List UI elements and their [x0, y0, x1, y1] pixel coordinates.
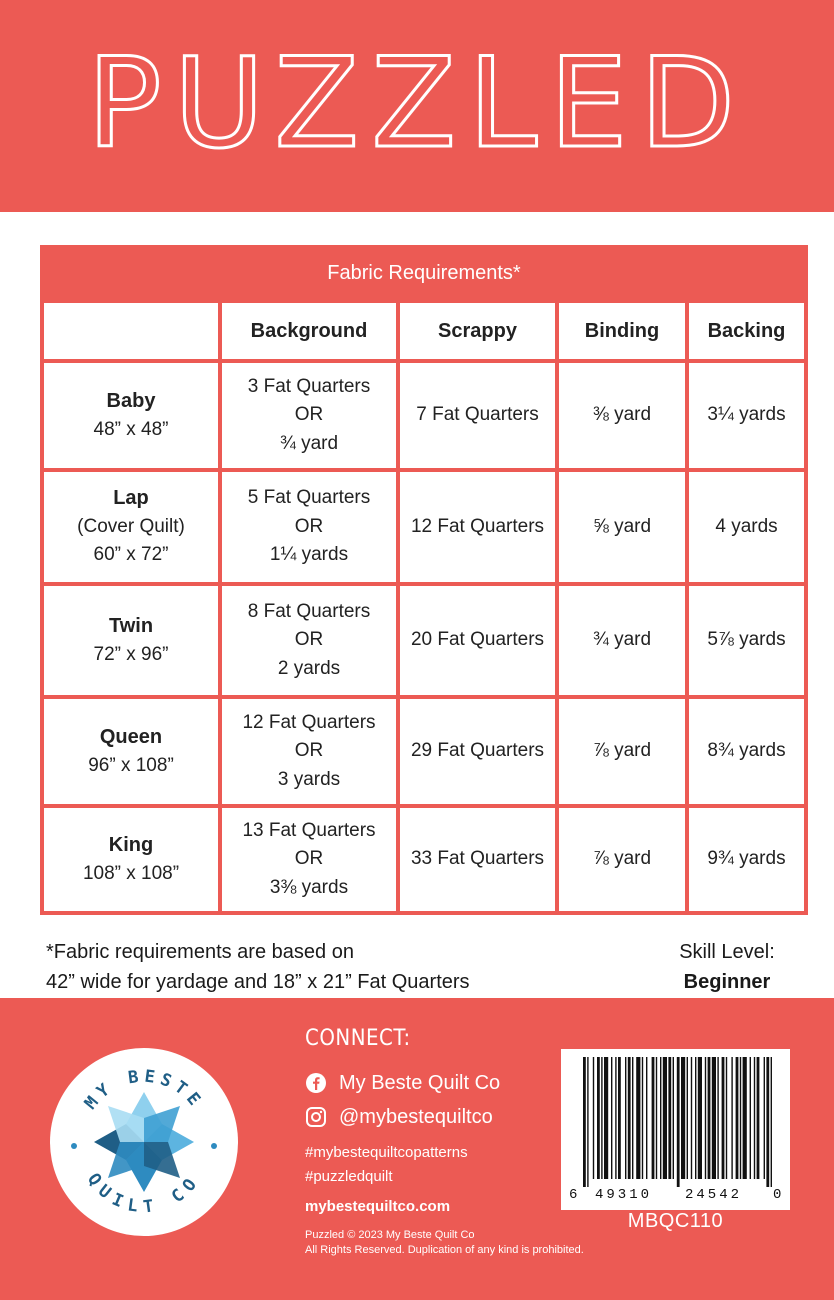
size-detail: 96” x 108” — [88, 754, 174, 776]
website-link[interactable]: mybestequiltco.com — [305, 1198, 451, 1215]
logo-text-top: MY BESTE — [80, 1066, 208, 1114]
size-cell-lap — [44, 472, 218, 582]
barcode-digit-first: 6 — [569, 1187, 578, 1203]
background-line: 3 Fat Quarters — [247, 375, 371, 397]
barcode-bar — [636, 1057, 640, 1179]
instagram-icon — [305, 1106, 327, 1128]
hashtag-list — [305, 1141, 468, 1189]
size-name: Twin — [108, 615, 154, 637]
facebook-link[interactable] — [305, 1070, 500, 1096]
star-icon — [94, 1092, 194, 1192]
barcode-bar — [656, 1057, 657, 1179]
logo-dot-left — [71, 1143, 77, 1149]
barcode-bar — [717, 1057, 718, 1179]
size-detail: 72” x 96” — [93, 643, 169, 665]
barcode-bar — [615, 1057, 616, 1179]
barcode-bar — [687, 1057, 688, 1179]
barcode-bar — [757, 1057, 760, 1179]
barcode-bars — [561, 1049, 790, 1210]
skill-level-label: Skill Level: — [679, 941, 775, 963]
barcode-bar — [743, 1057, 747, 1179]
fabric-footnote — [46, 937, 606, 997]
background-cell — [222, 808, 396, 911]
hashtag-pattern[interactable]: #puzzledquilt — [305, 1168, 393, 1185]
size-cell-king — [44, 808, 218, 911]
instagram-handle: @mybestequiltco — [339, 1106, 493, 1128]
barcode-bar — [663, 1057, 667, 1179]
facebook-handle: My Beste Quilt Co — [339, 1072, 501, 1094]
scrappy-cell: 12 Fat Quarters — [400, 472, 555, 582]
scrappy-cell: 29 Fat Quarters — [400, 699, 555, 804]
binding-cell: ⅜ yard — [559, 363, 685, 468]
background-line: OR — [294, 629, 324, 651]
connect-heading: CONNECT: — [305, 1026, 411, 1051]
fabric-requirements-table — [40, 245, 808, 915]
scrappy-cell: 7 Fat Quarters — [400, 363, 555, 468]
barcode-bar — [740, 1057, 741, 1179]
instagram-link[interactable] — [305, 1104, 493, 1130]
binding-cell: ¾ yard — [559, 586, 685, 695]
quilt-star-logo — [50, 1048, 238, 1236]
scrappy-cell: 20 Fat Quarters — [400, 586, 555, 695]
barcode-digits-left: 49310 — [595, 1187, 653, 1203]
backing-cell: 3¼ yards — [689, 363, 804, 468]
barcode-bar — [583, 1057, 586, 1187]
barcode-bar — [722, 1057, 725, 1179]
background-line: 3 yards — [277, 768, 341, 790]
logo-dot-right — [211, 1143, 217, 1149]
pattern-title: PUZZLED — [86, 32, 748, 176]
barcode-bar — [642, 1057, 643, 1179]
background-line: 13 Fat Quarters — [242, 819, 376, 841]
background-line: OR — [294, 740, 324, 762]
size-cell-twin — [44, 586, 218, 695]
barcode-bar — [646, 1057, 647, 1179]
header-cell-binding: Binding — [559, 303, 685, 359]
barcode-digits-right: 24542 — [685, 1187, 743, 1203]
size-detail: 48” x 48” — [93, 418, 169, 440]
header-cell-empty — [44, 303, 218, 359]
binding-cell: ⅞ yard — [559, 699, 685, 804]
background-line: ¾ yard — [279, 432, 339, 454]
barcode-bar — [677, 1057, 680, 1187]
size-detail: 108” x 108” — [82, 862, 180, 884]
footnote-line-1: *Fabric requirements are based on — [46, 941, 354, 963]
barcode-bar — [771, 1057, 772, 1187]
header-cell-backing: Backing — [689, 303, 804, 359]
background-line: 1¼ yards — [269, 544, 349, 566]
barcode-bar — [632, 1057, 633, 1179]
hashtag-brand[interactable]: #mybestequiltcopatterns — [305, 1144, 468, 1161]
background-line: 12 Fat Quarters — [242, 711, 376, 733]
legal-notice — [305, 1228, 584, 1258]
barcode-bar — [750, 1057, 751, 1179]
size-cell-queen — [44, 699, 218, 804]
background-line: OR — [294, 515, 324, 537]
barcode-bar — [593, 1057, 594, 1179]
backing-cell: 4 yards — [689, 472, 804, 582]
barcode-bar — [764, 1057, 765, 1179]
background-line: 5 Fat Quarters — [247, 487, 371, 509]
product-sku: MBQC110 — [627, 1210, 724, 1232]
background-line: OR — [294, 848, 324, 870]
size-name: Queen — [99, 726, 163, 748]
barcode-bar — [601, 1057, 602, 1179]
size-name: King — [108, 834, 154, 856]
barcode-bar — [691, 1057, 692, 1179]
barcode-bar — [681, 1057, 685, 1179]
barcode-bar — [726, 1057, 727, 1179]
background-cell — [222, 363, 396, 468]
barcode-digit-last: 0 — [773, 1187, 782, 1203]
size-detail: (Cover Quilt) — [77, 515, 185, 537]
header-cell-background: Background — [222, 303, 396, 359]
barcode-bar — [604, 1057, 608, 1179]
size-name: Baby — [106, 390, 156, 412]
header-banner — [0, 0, 834, 212]
background-line: OR — [294, 404, 324, 426]
barcode-bar — [652, 1057, 655, 1179]
facebook-icon — [305, 1072, 327, 1094]
table-caption: Fabric Requirements* — [327, 262, 521, 284]
barcode-bar — [611, 1057, 612, 1179]
barcode-bar — [618, 1057, 621, 1179]
size-detail: 60” x 72” — [93, 544, 169, 566]
barcode-bar — [712, 1057, 716, 1179]
background-line: 3⅜ yards — [269, 876, 349, 898]
barcode-bar — [695, 1057, 696, 1179]
barcode-bar — [625, 1057, 626, 1179]
barcode-bar — [766, 1057, 769, 1187]
barcode — [561, 1049, 790, 1210]
barcode-bar — [698, 1057, 702, 1179]
barcode-bar — [673, 1057, 674, 1179]
binding-cell: ⅞ yard — [559, 808, 685, 911]
size-name: Lap — [113, 487, 149, 510]
scrappy-cell: 33 Fat Quarters — [400, 808, 555, 911]
size-cell-baby — [44, 363, 218, 468]
skill-level — [640, 937, 814, 997]
barcode-bar — [731, 1057, 732, 1179]
backing-cell: 5⅞ yards — [689, 586, 804, 695]
barcode-bar — [628, 1057, 631, 1179]
barcode-bar — [705, 1057, 706, 1179]
barcode-bar — [736, 1057, 739, 1179]
rights-line: All Rights Reserved. Duplication of any kind is prohibited. — [305, 1244, 584, 1256]
barcode-bar — [708, 1057, 711, 1179]
brand-logo — [50, 1048, 238, 1236]
barcode-bar — [597, 1057, 600, 1179]
header-cell-scrappy: Scrappy — [400, 303, 555, 359]
barcode-bar — [754, 1057, 755, 1179]
binding-cell: ⅝ yard — [559, 472, 685, 582]
copyright-line: Puzzled © 2023 My Beste Quilt Co — [305, 1229, 475, 1241]
background-cell — [222, 699, 396, 804]
footnote-line-2: 42” wide for yardage and 18” x 21” Fat Quarters — [46, 971, 470, 993]
background-line: 8 Fat Quarters — [247, 600, 371, 622]
backing-cell: 8¾ yards — [689, 699, 804, 804]
background-cell — [222, 586, 396, 695]
background-cell — [222, 472, 396, 582]
barcode-bar — [587, 1057, 588, 1187]
barcode-bar — [660, 1057, 661, 1179]
background-line: 2 yards — [277, 657, 341, 679]
backing-cell: 9¾ yards — [689, 808, 804, 911]
skill-level-value: Beginner — [683, 971, 771, 993]
barcode-bar — [668, 1057, 671, 1179]
logo-text-bottom: QUILT CO — [83, 1169, 205, 1218]
